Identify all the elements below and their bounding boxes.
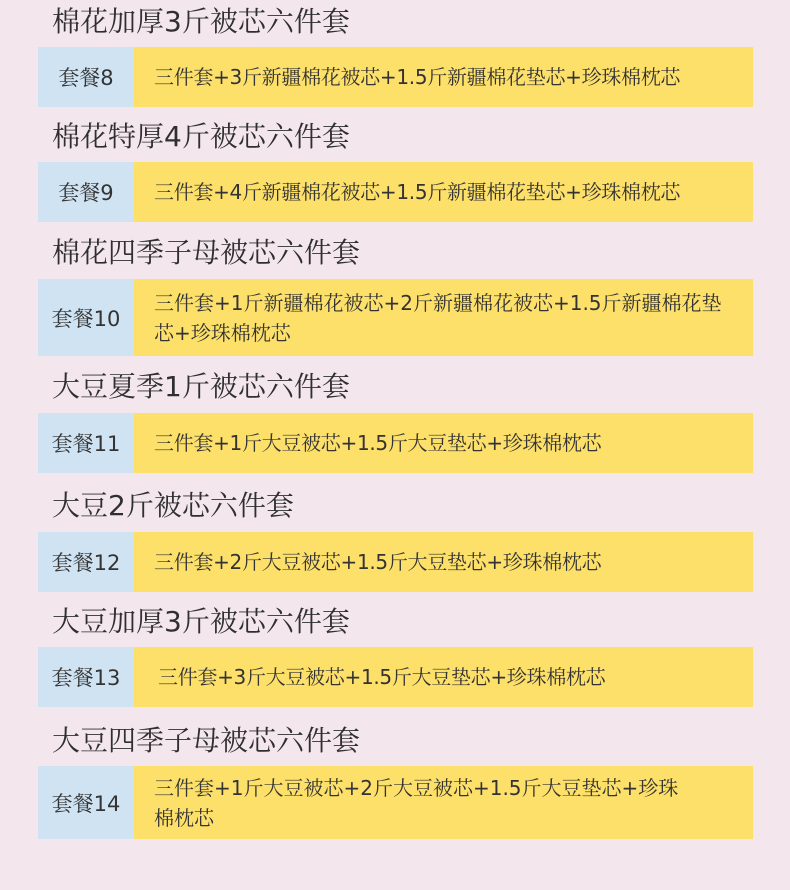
- package-content-text: 三件套+3斤新疆棉花被芯+1.5斤新疆棉花垫芯+珍珠棉枕芯: [154, 65, 681, 89]
- package-label: 套餐14: [38, 766, 134, 839]
- package-title: 大豆加厚3斤被芯六件套: [52, 605, 350, 638]
- package-row: [38, 766, 753, 839]
- package-row: [38, 47, 753, 107]
- package-label: 套餐9: [38, 162, 134, 222]
- package-content: [134, 47, 753, 107]
- package-title: 大豆四季子母被芯六件套: [52, 724, 361, 757]
- package-row: [38, 647, 753, 707]
- package-content-text: 三件套+1斤大豆被芯+2斤大豆被芯+1.5斤大豆垫芯+珍珠棉枕芯: [154, 775, 679, 830]
- package-content: [134, 162, 753, 222]
- package-content-text: 三件套+1斤大豆被芯+1.5斤大豆垫芯+珍珠棉枕芯: [154, 431, 602, 455]
- package-label: 套餐12: [38, 532, 134, 592]
- package-row: [38, 413, 753, 473]
- package-label: 套餐8: [38, 47, 134, 107]
- package-title: 棉花加厚3斤被芯六件套: [52, 5, 350, 38]
- package-content: [134, 279, 753, 356]
- package-label: 套餐11: [38, 413, 134, 473]
- package-content-text: 三件套+1斤新疆棉花被芯+2斤新疆棉花被芯+1.5斤新疆棉花垫芯+珍珠棉枕芯: [154, 290, 722, 345]
- package-row: [38, 162, 753, 222]
- package-label: 套餐10: [38, 279, 134, 356]
- package-row: [38, 279, 753, 356]
- package-row: [38, 532, 753, 592]
- package-label: 套餐13: [38, 647, 134, 707]
- package-title: 大豆2斤被芯六件套: [52, 489, 294, 522]
- package-content-text: 三件套+2斤大豆被芯+1.5斤大豆垫芯+珍珠棉枕芯: [154, 550, 602, 574]
- package-content: [134, 647, 753, 707]
- package-content-text: 三件套+4斤新疆棉花被芯+1.5斤新疆棉花垫芯+珍珠棉枕芯: [154, 180, 681, 204]
- package-title: 大豆夏季1斤被芯六件套: [52, 370, 350, 403]
- package-title: 棉花特厚4斤被芯六件套: [52, 120, 350, 153]
- package-content: [134, 766, 753, 839]
- package-content: [134, 413, 753, 473]
- package-title: 棉花四季子母被芯六件套: [52, 236, 361, 269]
- package-content: [134, 532, 753, 592]
- package-content-text: 三件套+3斤大豆被芯+1.5斤大豆垫芯+珍珠棉枕芯: [158, 665, 606, 689]
